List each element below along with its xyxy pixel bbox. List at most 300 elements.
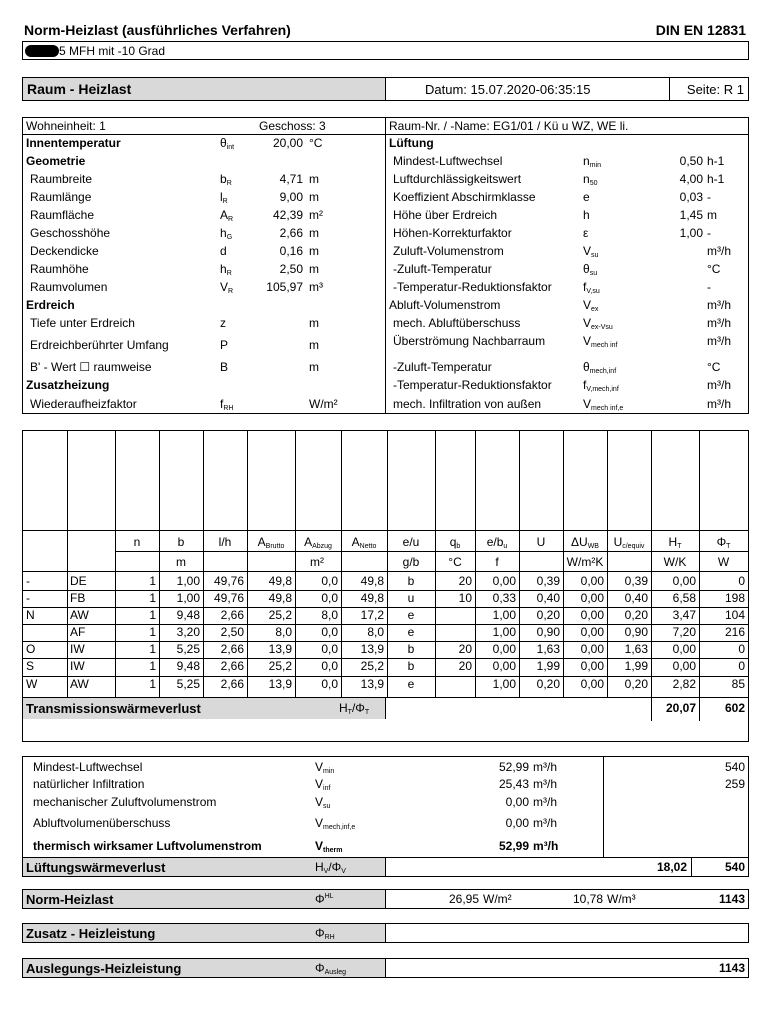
table-cell: 20 bbox=[458, 642, 472, 656]
param-symbol-main: V bbox=[220, 280, 229, 294]
table-cell: AW bbox=[70, 677, 89, 691]
table-header-main: ΔU bbox=[571, 535, 588, 549]
transmission-total-ht: 20,07 bbox=[665, 701, 696, 715]
table-cell: 7,20 bbox=[672, 625, 696, 639]
table-cell: b bbox=[407, 642, 415, 656]
table-cell: 2,66 bbox=[220, 608, 244, 622]
norm-heizlast-per-area: 26,95 bbox=[448, 892, 479, 906]
param-symbol-sub: R bbox=[226, 270, 232, 277]
table-unit-cell: m bbox=[176, 555, 186, 569]
param-label: Raumlänge bbox=[30, 190, 92, 204]
table-header-main: A bbox=[257, 535, 266, 549]
table-header-cell bbox=[295, 535, 341, 550]
transmission-total-label: Transmissionswärmeverlust bbox=[26, 701, 201, 716]
param-symbol bbox=[220, 136, 234, 151]
redaction-mark bbox=[25, 45, 59, 57]
table-cell: u bbox=[407, 591, 415, 605]
param-symbol bbox=[583, 397, 623, 412]
param-symbol-sub: V,su bbox=[586, 288, 600, 295]
param-value: 2,50 bbox=[279, 262, 303, 276]
param-symbol bbox=[583, 262, 597, 277]
param-symbol-sub: su bbox=[589, 270, 598, 277]
report-title: Norm-Heizlast (ausführliches Verfahren) bbox=[24, 22, 291, 38]
param-symbol-main: ε bbox=[583, 226, 589, 240]
table-cell: 0,0 bbox=[321, 677, 338, 691]
param-symbol-sub: ex-Vsu bbox=[591, 324, 613, 331]
param-unit: - bbox=[707, 280, 711, 294]
param-value: 0,16 bbox=[279, 244, 303, 258]
table-cell: 0,00 bbox=[580, 574, 604, 588]
table-unit-cell: g/b bbox=[402, 555, 420, 569]
param-unit: °C bbox=[707, 360, 721, 374]
table-cell: 25,2 bbox=[268, 659, 292, 673]
param-symbol-sub: G bbox=[226, 234, 233, 241]
param-symbol-main: z bbox=[220, 316, 226, 330]
zusatz-label: Zusatz - Heizleistung bbox=[26, 926, 156, 941]
param-label: Raumvolumen bbox=[30, 280, 108, 294]
param-symbol bbox=[583, 360, 616, 375]
symbol-h: H bbox=[315, 860, 324, 874]
ventilation-total-symbol: $H_V/\Phi_V$ bbox=[315, 860, 346, 875]
table-cell: 1 bbox=[149, 574, 156, 588]
table-cell: 10 bbox=[458, 591, 472, 605]
symbol-v: V bbox=[315, 839, 324, 853]
norm-heizlast-per-volume-unit: W/m³ bbox=[607, 892, 636, 906]
geschoss-label: Geschoss: 3 bbox=[259, 119, 326, 133]
table-cell: 0,0 bbox=[321, 642, 338, 656]
param-value: 42,39 bbox=[272, 208, 303, 222]
raum-label: Raum-Nr. / -Name: EG1/01 / Kü u WZ, WE li. bbox=[389, 119, 629, 133]
table-cell: 0,20 bbox=[536, 608, 560, 622]
table-cell: e bbox=[407, 625, 415, 639]
param-unit: m³ bbox=[309, 280, 323, 294]
ventilation-phi: 259 bbox=[724, 777, 745, 791]
table-header-cell bbox=[341, 535, 387, 550]
table-unit-cell: m² bbox=[310, 555, 324, 569]
param-label: -Zuluft-Temperatur bbox=[393, 262, 492, 276]
table-cell: AF bbox=[70, 625, 86, 639]
param-value: 4,71 bbox=[279, 172, 303, 186]
norm-heizlast-label: Norm-Heizlast bbox=[26, 892, 114, 907]
table-cell: 216 bbox=[724, 625, 745, 639]
table-cell: 85 bbox=[731, 677, 745, 691]
param-unit: m bbox=[309, 226, 319, 240]
table-header-sub: T bbox=[726, 543, 731, 550]
param-label: Lüftung bbox=[389, 136, 434, 150]
table-cell: 5,25 bbox=[176, 642, 200, 656]
param-label: Mindest-Luftwechsel bbox=[393, 154, 503, 168]
table-header-main: q bbox=[449, 535, 457, 549]
param-label: Erdreich bbox=[26, 298, 75, 312]
symbol-phi-sub: T bbox=[364, 709, 370, 716]
table-cell: 20 bbox=[458, 574, 472, 588]
table-cell: e bbox=[407, 677, 415, 691]
ventilation-phi: 540 bbox=[724, 760, 745, 774]
table-cell: N bbox=[26, 608, 35, 622]
table-header-main: A bbox=[304, 535, 313, 549]
param-label: B' - Wert ☐ raumweise bbox=[30, 360, 152, 374]
param-unit: m bbox=[309, 172, 319, 186]
table-header-cell bbox=[387, 535, 435, 550]
param-unit: m² bbox=[309, 208, 323, 222]
table-cell: 0,39 bbox=[624, 574, 648, 588]
table-header-cell bbox=[519, 535, 563, 550]
param-symbol-sub: R bbox=[228, 288, 234, 295]
param-symbol-sub: int bbox=[226, 144, 235, 151]
table-cell: 0,00 bbox=[580, 608, 604, 622]
table-cell: 0,00 bbox=[580, 591, 604, 605]
param-symbol-main: f bbox=[583, 378, 587, 392]
symbol-v: V bbox=[315, 816, 324, 830]
table-cell: 0,00 bbox=[492, 659, 516, 673]
param-unit: - bbox=[707, 190, 711, 204]
ventilation-symbol bbox=[315, 760, 334, 775]
table-cell: 9,48 bbox=[176, 659, 200, 673]
param-symbol-sub: V,mech,inf bbox=[586, 386, 619, 393]
table-header-sub: Abzug bbox=[312, 543, 332, 550]
symbol-v: V bbox=[315, 760, 324, 774]
table-cell: 3,47 bbox=[672, 608, 696, 622]
room-header-date: Datum: 15.07.2020-06:35:15 bbox=[425, 82, 591, 97]
table-cell: 104 bbox=[724, 608, 745, 622]
transmission-total-symbol: $H_T/\Phi_T$ bbox=[339, 701, 370, 716]
param-label: Tiefe unter Erdreich bbox=[30, 316, 135, 330]
param-symbol-main: V bbox=[583, 316, 592, 330]
table-cell: 1 bbox=[149, 677, 156, 691]
table-cell: 198 bbox=[724, 591, 745, 605]
param-label: Zuluft-Volumenstrom bbox=[393, 244, 504, 258]
table-cell: 0,00 bbox=[580, 677, 604, 691]
table-cell: 5,25 bbox=[176, 677, 200, 691]
ventilation-value: 52,99 bbox=[498, 760, 529, 774]
param-symbol-main: e bbox=[583, 190, 590, 204]
param-symbol-main: h bbox=[220, 226, 227, 240]
param-symbol-main: b bbox=[220, 172, 227, 186]
table-cell: 1,00 bbox=[492, 625, 516, 639]
ventilation-label: Abluftvolumenüberschuss bbox=[33, 816, 171, 830]
table-cell: 1 bbox=[149, 591, 156, 605]
param-symbol-sub: R bbox=[226, 180, 232, 187]
table-cell: 2,66 bbox=[220, 642, 244, 656]
table-header-sub: T bbox=[677, 543, 682, 550]
param-unit: m³/h bbox=[707, 378, 731, 392]
table-cell: 0,0 bbox=[321, 591, 338, 605]
table-cell: 49,8 bbox=[360, 591, 384, 605]
param-symbol-main: n bbox=[583, 154, 590, 168]
ventilation-label: thermisch wirksamer Luftvolumenstrom bbox=[33, 839, 262, 853]
param-symbol bbox=[583, 244, 598, 259]
table-cell: 0,0 bbox=[321, 574, 338, 588]
table-cell: 0 bbox=[738, 659, 745, 673]
table-cell: 2,50 bbox=[220, 625, 244, 639]
param-unit: m³/h bbox=[707, 244, 731, 258]
table-cell: 25,2 bbox=[360, 659, 384, 673]
total-divider bbox=[385, 698, 386, 719]
param-value: 1,45 bbox=[679, 208, 703, 222]
param-symbol-main: h bbox=[583, 208, 590, 222]
ventilation-label: Mindest-Luftwechsel bbox=[33, 760, 143, 774]
param-unit: m³/h bbox=[707, 397, 731, 411]
param-label: Raumhöhe bbox=[30, 262, 89, 276]
param-symbol-main: B bbox=[220, 360, 229, 374]
param-symbol bbox=[220, 172, 232, 187]
param-unit: W/m² bbox=[309, 397, 338, 411]
param-symbol-main: θ bbox=[220, 136, 227, 150]
param-label: Überströmung Nachbarraum bbox=[393, 334, 546, 348]
param-symbol-sub: 50 bbox=[589, 180, 598, 187]
table-cell: 1 bbox=[149, 625, 156, 639]
norm-heizlast-value: 1143 bbox=[718, 892, 745, 906]
table-cell: 1 bbox=[149, 659, 156, 673]
param-unit: m³/h bbox=[707, 334, 731, 348]
norm-label: DIN EN 12831 bbox=[655, 22, 746, 38]
param-value: 105,97 bbox=[266, 280, 303, 294]
param-symbol-sub: R bbox=[222, 198, 228, 205]
table-cell: AW bbox=[70, 608, 89, 622]
param-label: Erdreichberührter Umfang bbox=[30, 338, 169, 352]
param-symbol bbox=[583, 172, 597, 187]
norm-heizlast-symbol: $\Phi^{HL}$ bbox=[315, 892, 334, 906]
param-label: Raumfläche bbox=[30, 208, 95, 222]
table-header-main: l/h bbox=[218, 535, 232, 549]
param-symbol bbox=[583, 190, 590, 205]
table-cell: 1,00 bbox=[176, 574, 200, 588]
table-cell: S bbox=[26, 659, 35, 673]
table-cell: 0,0 bbox=[321, 659, 338, 673]
table-header-cell bbox=[159, 535, 203, 550]
table-cell: b bbox=[407, 659, 415, 673]
auslegung-symbol: $\Phi_{Ausleg}$ bbox=[315, 961, 346, 976]
param-value: 4,00 bbox=[679, 172, 703, 186]
table-cell: - bbox=[26, 591, 30, 605]
table-cell: 2,66 bbox=[220, 659, 244, 673]
param-unit: h-1 bbox=[707, 172, 725, 186]
param-symbol bbox=[583, 378, 619, 393]
table-cell: 0 bbox=[738, 642, 745, 656]
ventilation-total-hv: 18,02 bbox=[656, 860, 687, 874]
param-unit: h-1 bbox=[707, 154, 725, 168]
param-symbol bbox=[583, 280, 600, 295]
param-symbol-main: f bbox=[583, 280, 587, 294]
param-symbol bbox=[220, 360, 228, 375]
table-cell: 2,82 bbox=[672, 677, 696, 691]
param-symbol bbox=[220, 208, 233, 223]
param-symbol-sub: mech inf,e bbox=[591, 405, 624, 412]
param-label: Geometrie bbox=[26, 154, 86, 168]
param-label: mech. Infiltration von außen bbox=[393, 397, 542, 411]
ventilation-unit: m³/h bbox=[533, 816, 557, 830]
param-label: -Temperatur-Reduktionsfaktor bbox=[393, 378, 552, 392]
param-symbol-main: f bbox=[220, 397, 224, 411]
ventilation-unit: m³/h bbox=[533, 760, 557, 774]
vent-total-divider bbox=[385, 858, 386, 876]
table-row-line bbox=[23, 530, 748, 531]
table-header-cell bbox=[247, 535, 295, 550]
param-symbol-sub: min bbox=[589, 162, 601, 169]
table-header-sub: Brutto bbox=[265, 543, 285, 550]
table-cell: 2,66 bbox=[220, 677, 244, 691]
table-cell: 9,48 bbox=[176, 608, 200, 622]
param-symbol-main: h bbox=[220, 262, 227, 276]
table-cell: 0,20 bbox=[624, 608, 648, 622]
table-cell: 1,99 bbox=[536, 659, 560, 673]
param-symbol-main: d bbox=[220, 244, 227, 258]
table-cell: 1 bbox=[149, 642, 156, 656]
param-symbol-sub: RH bbox=[223, 405, 234, 412]
wohneinheit-label: Wohneinheit: 1 bbox=[26, 119, 106, 133]
param-symbol-main: A bbox=[220, 208, 229, 222]
symbol-phi-sub: V bbox=[341, 868, 346, 875]
vent-total-divider2 bbox=[691, 858, 692, 876]
table-unit-cell: W/K bbox=[663, 555, 687, 569]
ventilation-label: natürlicher Infiltration bbox=[33, 777, 145, 791]
ventilation-block bbox=[22, 756, 749, 877]
table-header-cell bbox=[699, 535, 748, 550]
ventilation-unit: m³/h bbox=[533, 777, 557, 791]
table-cell: W bbox=[26, 677, 38, 691]
ventilation-value: 52,99 bbox=[498, 839, 529, 853]
table-header-main: Φ bbox=[716, 535, 727, 549]
table-cell: b bbox=[407, 574, 415, 588]
symbol-h-sub: T bbox=[347, 709, 352, 716]
param-symbol-sub: mech inf bbox=[591, 342, 618, 349]
table-cell: 0,00 bbox=[492, 642, 516, 656]
table-cell: IW bbox=[70, 642, 85, 656]
table-header-main: H bbox=[668, 535, 678, 549]
ventilation-symbol bbox=[315, 839, 342, 854]
table-cell: 0,00 bbox=[580, 659, 604, 673]
param-unit: m bbox=[309, 316, 319, 330]
table-cell: 0,90 bbox=[536, 625, 560, 639]
param-symbol-main: l bbox=[220, 190, 223, 204]
param-unit: m bbox=[309, 190, 319, 204]
table-header-main: U bbox=[536, 535, 546, 549]
param-symbol bbox=[220, 316, 226, 331]
param-symbol bbox=[583, 226, 588, 241]
param-symbol bbox=[583, 208, 590, 223]
table-header-main: n bbox=[133, 535, 141, 549]
table-header-cell bbox=[115, 535, 159, 550]
table-cell: O bbox=[26, 642, 36, 656]
param-label: -Zuluft-Temperatur bbox=[393, 360, 492, 374]
table-unit-cell: f bbox=[495, 555, 499, 569]
param-label: Wiederaufheizfaktor bbox=[30, 397, 137, 411]
param-label: Geschosshöhe bbox=[30, 226, 111, 240]
ventilation-symbol bbox=[315, 777, 330, 792]
param-unit: m³/h bbox=[707, 298, 731, 312]
param-label: Zusatzheizung bbox=[26, 378, 110, 392]
ventilation-symbol bbox=[315, 816, 355, 831]
table-header-sub: WB bbox=[587, 543, 599, 550]
table-unit-cell: °C bbox=[448, 555, 462, 569]
table-cell: FB bbox=[70, 591, 86, 605]
table-header-cell bbox=[651, 535, 699, 550]
symbol-v-sub: inf bbox=[323, 785, 331, 792]
table-header-main: e/u bbox=[402, 535, 420, 549]
table-cell: 0,33 bbox=[492, 591, 516, 605]
ventilation-value: 25,43 bbox=[498, 777, 529, 791]
table-header-cell bbox=[203, 535, 247, 550]
table-cell: 0,00 bbox=[672, 659, 696, 673]
param-unit: m³/h bbox=[707, 316, 731, 330]
auslegung-label: Auslegungs-Heizleistung bbox=[26, 961, 182, 976]
room-header-page: Seite: R 1 bbox=[686, 82, 744, 97]
param-label: Höhen-Korrekturfaktor bbox=[393, 226, 512, 240]
norm-heizlast-per-area-unit: W/m² bbox=[483, 892, 512, 906]
param-unit: m bbox=[309, 360, 319, 374]
param-symbol bbox=[220, 262, 232, 277]
symbol-v: V bbox=[315, 795, 324, 809]
zusatz-symbol: $\Phi_{RH}$ bbox=[315, 926, 335, 941]
param-label: Höhe über Erdreich bbox=[393, 208, 498, 222]
ventilation-total-label: Lüftungswärmeverlust bbox=[26, 860, 166, 875]
table-cell: 0,00 bbox=[492, 574, 516, 588]
table-header-sub: b bbox=[456, 543, 461, 550]
table-cell: IW bbox=[70, 659, 85, 673]
param-value: 0,50 bbox=[679, 154, 703, 168]
param-symbol bbox=[583, 154, 601, 169]
table-cell: 0,40 bbox=[536, 591, 560, 605]
param-symbol bbox=[220, 190, 228, 205]
param-value: 9,00 bbox=[279, 190, 303, 204]
room-header-title: Raum - Heizlast bbox=[27, 81, 132, 97]
symbol-v-sub: su bbox=[323, 803, 331, 810]
param-symbol bbox=[583, 316, 613, 331]
table-cell: 1,99 bbox=[624, 659, 648, 673]
table-cell: 8,0 bbox=[321, 608, 338, 622]
table-cell: 49,76 bbox=[213, 574, 244, 588]
table-cell: 0,00 bbox=[672, 574, 696, 588]
param-symbol bbox=[220, 244, 227, 259]
table-cell: 25,2 bbox=[268, 608, 292, 622]
param-value: 2,66 bbox=[279, 226, 303, 240]
table-cell: 13,9 bbox=[360, 677, 384, 691]
table-cell: 49,8 bbox=[268, 574, 292, 588]
param-symbol bbox=[220, 338, 228, 353]
table-cell: 0,40 bbox=[624, 591, 648, 605]
param-symbol-main: θ bbox=[583, 262, 590, 276]
param-symbol-main: V bbox=[583, 298, 592, 312]
table-cell: 17,2 bbox=[360, 608, 384, 622]
table-header-main: b bbox=[177, 535, 185, 549]
param-symbol-sub: su bbox=[591, 252, 599, 259]
param-label: mech. Abluftüberschuss bbox=[393, 316, 521, 330]
ventilation-unit: m³/h bbox=[533, 839, 559, 853]
table-header-sub: u bbox=[503, 543, 508, 550]
param-value: 1,00 bbox=[679, 226, 703, 240]
param-label: Abluft-Volumenstrom bbox=[389, 298, 501, 312]
symbol-v-sub: mech,inf,e bbox=[323, 824, 356, 831]
auslegung-row bbox=[22, 958, 749, 978]
table-cell: e bbox=[407, 608, 415, 622]
param-label: Raumbreite bbox=[30, 172, 93, 186]
table-cell: 1,63 bbox=[624, 642, 648, 656]
table-cell: 0,0 bbox=[321, 625, 338, 639]
table-cell: 0,39 bbox=[536, 574, 560, 588]
table-cell: 1,00 bbox=[176, 591, 200, 605]
table-header-main: U bbox=[613, 535, 623, 549]
table-cell: - bbox=[26, 574, 30, 588]
auslegung-value: 1143 bbox=[718, 961, 745, 975]
table-cell: 1,00 bbox=[492, 677, 516, 691]
param-label: Deckendicke bbox=[30, 244, 99, 258]
param-symbol-main: V bbox=[583, 334, 592, 348]
param-unit: °C bbox=[309, 136, 323, 150]
table-cell: 13,9 bbox=[268, 642, 292, 656]
transmission-total-phi: 602 bbox=[724, 701, 745, 715]
param-unit: °C bbox=[707, 262, 721, 276]
table-cell: 0,00 bbox=[580, 625, 604, 639]
